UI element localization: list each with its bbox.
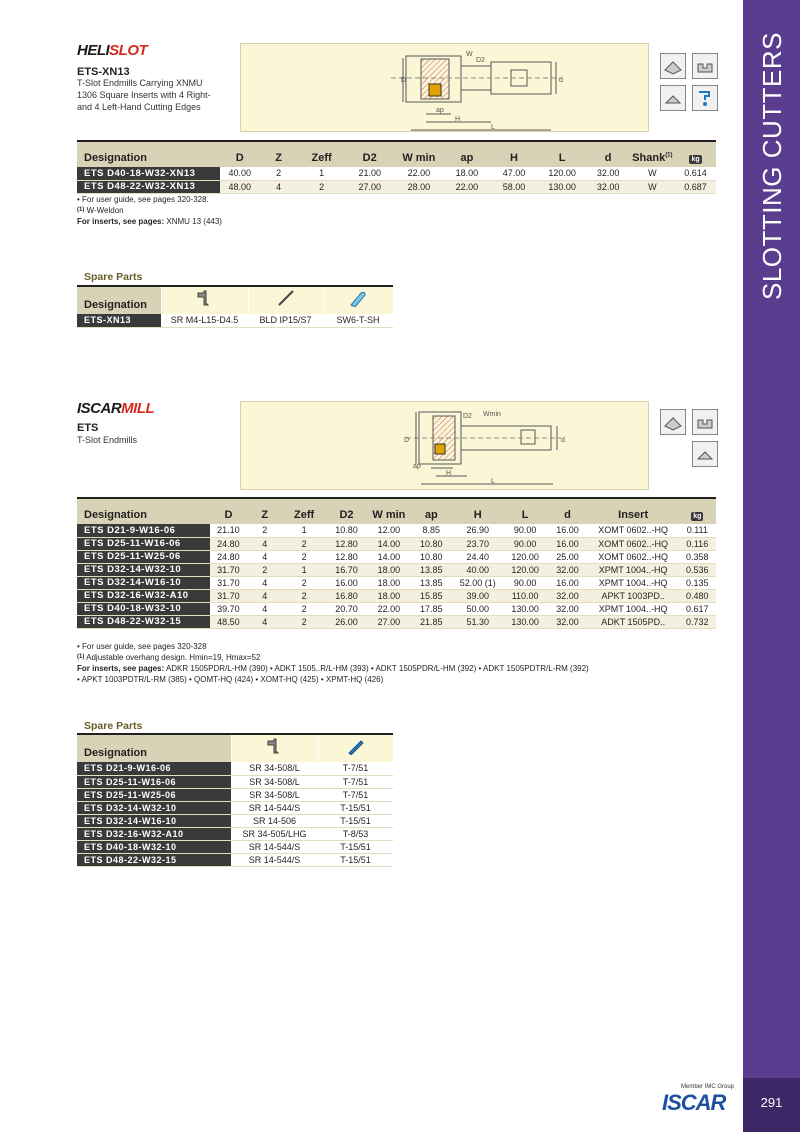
designation-cell: ETS D21-9-W16-06 (77, 762, 231, 775)
section2-application-icons (660, 409, 718, 467)
table-row (77, 537, 716, 550)
value-cell: 90.00 (503, 576, 547, 589)
section1-spec-table (77, 140, 716, 194)
value-cell: 21.85 (410, 615, 452, 628)
value-cell: T-15/51 (318, 853, 393, 866)
value-cell: 0.111 (679, 524, 716, 537)
value-cell: T-7/51 (318, 775, 393, 788)
wrench-icon (323, 286, 393, 314)
designation-cell: ETS D32-14-W16-10 (77, 814, 231, 827)
value-cell: SR M4-L15-D4.5 (161, 314, 248, 327)
value-cell: SR 34-508/L (231, 762, 318, 775)
value-cell: 120.00 (503, 550, 547, 563)
section2-tool-drawing (240, 401, 649, 490)
value-cell: 16.00 (325, 576, 367, 589)
value-cell: SR 14-506 (231, 814, 318, 827)
value-cell: 10.80 (325, 524, 367, 537)
table-row (77, 775, 393, 788)
value-cell: 1 (283, 563, 325, 576)
heliaslot-brand-logo: HELISLOT (77, 42, 148, 59)
value-cell: 47.00 (490, 167, 537, 180)
col-h: H (452, 498, 502, 524)
value-cell: 16.00 (547, 537, 587, 550)
table-row (77, 801, 393, 814)
svg-text:ap: ap (413, 463, 421, 470)
value-cell: 18.00 (443, 167, 490, 180)
col-shank: Shank$^{(1)}$ (630, 141, 675, 167)
value-cell: 90.00 (503, 537, 547, 550)
value-cell: 32.00 (587, 167, 630, 180)
value-cell: 130.00 (503, 602, 547, 615)
value-cell: 32.00 (547, 563, 587, 576)
value-cell: 18.00 (368, 563, 410, 576)
coolant-icon (692, 85, 718, 111)
value-cell: T-15/51 (318, 814, 393, 827)
value-cell: 2 (283, 550, 325, 563)
designation-cell: ETS D21-9-W16-06 (77, 524, 210, 537)
value-cell: 27.00 (345, 180, 394, 193)
value-cell: 2 (247, 524, 283, 537)
value-cell: 51.30 (452, 615, 502, 628)
value-cell: XPMT 1004..-HQ (588, 602, 679, 615)
tool-drawing-svg (241, 44, 650, 133)
value-cell: 120.00 (538, 167, 587, 180)
value-cell: 120.00 (503, 563, 547, 576)
weight-icon: kg (693, 513, 702, 520)
screw-icon (231, 734, 318, 762)
value-cell: T-7/51 (318, 788, 393, 801)
svg-text:L: L (491, 124, 495, 131)
section1-application-icons (660, 53, 718, 111)
spare-col-designation: Designation (77, 734, 231, 762)
value-cell: 12.00 (368, 524, 410, 537)
value-cell: 2 (247, 563, 283, 576)
value-cell: XPMT 1004..-HQ (588, 576, 679, 589)
col-wmin: W min (368, 498, 410, 524)
svg-text:D: D (404, 437, 410, 444)
svg-text:W: W (466, 51, 473, 58)
value-cell: 4 (247, 589, 283, 602)
user-guide-note: • For user guide, see pages 320-328 (77, 642, 207, 651)
table-row (77, 576, 716, 589)
svg-text:d: d (561, 437, 565, 444)
col-zeff: Zeff (298, 141, 345, 167)
value-cell: 32.00 (547, 615, 587, 628)
value-cell: 8.85 (410, 524, 452, 537)
table-row (77, 827, 393, 840)
designation-cell: ETS D32-16-W32-A10 (77, 589, 210, 602)
value-cell: XOMT 0602..-HQ (588, 550, 679, 563)
value-cell: SR 34-505/LHG (231, 827, 318, 840)
value-cell: 4 (259, 180, 298, 193)
value-cell: 130.00 (503, 615, 547, 628)
side-milling-icon (692, 441, 718, 467)
footnote: $^{(1)}$ Adjustable overhang design. Hmin=19, Hmax=52 (77, 653, 261, 662)
col-designation: Designation (77, 498, 210, 524)
section2-spare-table (77, 733, 393, 867)
designation-cell: ETS D40-18-W32-XN13 (77, 167, 220, 180)
value-cell: 32.00 (547, 602, 587, 615)
screw-icon (161, 286, 248, 314)
designation-cell: ETS D25-11-W16-06 (77, 537, 210, 550)
value-cell: 10.80 (410, 550, 452, 563)
value-cell: 24.40 (452, 550, 502, 563)
value-cell: 0.116 (679, 537, 716, 550)
designation-cell: ETS D25-11-W25-06 (77, 550, 210, 563)
value-cell: 4 (247, 550, 283, 563)
value-cell: 2 (283, 537, 325, 550)
value-cell: 16.80 (325, 589, 367, 602)
section2-description: T-Slot Endmills (77, 435, 138, 445)
slotting-icon (660, 409, 686, 435)
value-cell: 50.00 (452, 602, 502, 615)
iscar-logo-text: ISCAR (662, 1090, 726, 1115)
value-cell: 22.00 (368, 602, 410, 615)
value-cell: 110.00 (503, 589, 547, 602)
table-row (77, 524, 716, 537)
col-z: Z (247, 498, 283, 524)
value-cell: 22.00 (443, 180, 490, 193)
value-cell: 25.00 (547, 550, 587, 563)
value-cell: 0.358 (679, 550, 716, 563)
value-cell: 2 (283, 576, 325, 589)
table-row (77, 602, 716, 615)
value-cell: T-7/51 (318, 762, 393, 775)
designation-cell: ETS-XN13 (77, 314, 161, 327)
value-cell: 39.70 (210, 602, 246, 615)
value-cell: 18.00 (368, 576, 410, 589)
value-cell: 48.00 (220, 180, 259, 193)
value-cell: SR 14-544/S (231, 840, 318, 853)
value-cell: 21.00 (345, 167, 394, 180)
svg-text:D: D (401, 77, 407, 84)
value-cell: 17.85 (410, 602, 452, 615)
col-insert: Insert (588, 498, 679, 524)
col-small-d: d (547, 498, 587, 524)
value-cell: 13.85 (410, 576, 452, 589)
col-ap: ap (410, 498, 452, 524)
value-cell: 26.90 (452, 524, 502, 537)
value-cell: 0.480 (679, 589, 716, 602)
inserts-note: For inserts, see pages: XNMU 13 (443) (77, 217, 222, 226)
value-cell: 28.00 (394, 180, 443, 193)
value-cell: 0.135 (679, 576, 716, 589)
value-cell: 4 (247, 537, 283, 550)
col-d2: D2 (345, 141, 394, 167)
designation-cell: ETS D48-22-W32-XN13 (77, 180, 220, 193)
value-cell: 40.00 (452, 563, 502, 576)
inserts-note: For inserts, see pages: ADKR 1505PDR/L-HM (390) • ADKT 1505..R/L-HM (393) • ADKT 1505PDR/L-HM (392) • ADKT 1505PDTR/L-RM (392) (77, 664, 589, 673)
tool-drawing-svg-2 (241, 402, 650, 491)
value-cell: 12.80 (325, 537, 367, 550)
value-cell: 32.00 (587, 180, 630, 193)
table-row (77, 853, 393, 866)
table-row (77, 814, 393, 827)
value-cell: 4 (247, 576, 283, 589)
value-cell: 26.00 (325, 615, 367, 628)
value-cell: T-15/51 (318, 801, 393, 814)
value-cell: 39.00 (452, 589, 502, 602)
value-cell: SR 14-544/S (231, 801, 318, 814)
spare-col-designation: Designation (77, 286, 161, 314)
table-header-row (77, 498, 716, 524)
value-cell: 14.00 (368, 537, 410, 550)
col-small-d: d (587, 141, 630, 167)
section2-spec-table (77, 497, 716, 629)
col-wmin: W min (394, 141, 443, 167)
designation-cell: ETS D40-18-W32-10 (77, 840, 231, 853)
value-cell: 31.70 (210, 576, 246, 589)
value-cell: 1 (298, 167, 345, 180)
svg-text:H: H (455, 116, 461, 123)
value-cell: 4 (247, 602, 283, 615)
col-l: L (503, 498, 547, 524)
value-cell: 4 (247, 615, 283, 628)
value-cell: 32.00 (547, 589, 587, 602)
svg-text:L: L (491, 478, 495, 485)
value-cell: 52.00 (1) (452, 576, 502, 589)
value-cell: SR 34-508/L (231, 775, 318, 788)
iscar-footer-logo (662, 1084, 734, 1116)
value-cell: 18.00 (368, 589, 410, 602)
table-header-row (77, 141, 716, 167)
value-cell: 2 (298, 180, 345, 193)
section1-code: ETS-XN13 (77, 66, 130, 78)
svg-text:ap: ap (436, 107, 444, 114)
section1-spare-table (77, 285, 393, 328)
value-cell: 12.80 (325, 550, 367, 563)
section2-notes (77, 641, 717, 685)
designation-cell: ETS D32-14-W32-10 (77, 563, 210, 576)
section1-tool-drawing (240, 43, 649, 132)
value-cell: SR 14-544/S (231, 853, 318, 866)
user-guide-note: • For user guide, see pages 320-328. (77, 195, 209, 204)
table-row (77, 840, 393, 853)
value-cell: XOMT 0602..-HQ (588, 537, 679, 550)
svg-text:H: H (446, 470, 452, 477)
value-cell: 15.85 (410, 589, 452, 602)
value-cell: 16.00 (547, 524, 587, 537)
value-cell: 31.70 (210, 589, 246, 602)
table-row (77, 167, 716, 180)
value-cell: 0.617 (679, 602, 716, 615)
value-cell: 2 (259, 167, 298, 180)
inserts-note-2: • APKT 1003PDTR/L-RM (385) • QOMT-HQ (424) • XOMT-HQ (425) • XPMT-HQ (426) (77, 675, 384, 684)
col-designation: Designation (77, 141, 220, 167)
svg-text:Wmin: Wmin (483, 411, 501, 418)
value-cell: T-15/51 (318, 840, 393, 853)
value-cell: 14.00 (368, 550, 410, 563)
value-cell: W (630, 167, 675, 180)
value-cell: 90.00 (503, 524, 547, 537)
value-cell: ADKT 1505PD.. (588, 615, 679, 628)
section1-spare-parts-title: Spare Parts (84, 271, 143, 283)
value-cell: 27.00 (368, 615, 410, 628)
value-cell: XOMT 0602..-HQ (588, 524, 679, 537)
value-cell: 22.00 (394, 167, 443, 180)
iscarmill-brand-logo: ISCARMILL (77, 400, 155, 417)
value-cell: BLD IP15/S7 (248, 314, 323, 327)
col-z: Z (259, 141, 298, 167)
side-milling-icon (660, 85, 686, 111)
table-row (77, 788, 393, 801)
weight-icon: kg (691, 156, 700, 163)
col-h: H (490, 141, 537, 167)
svg-text:D2: D2 (463, 413, 472, 420)
value-cell: 48.50 (210, 615, 246, 628)
value-cell: 20.70 (325, 602, 367, 615)
value-cell: 1 (283, 524, 325, 537)
designation-cell: ETS D32-16-W32-A10 (77, 827, 231, 840)
value-cell: 40.00 (220, 167, 259, 180)
value-cell: 24.80 (210, 537, 246, 550)
value-cell: 130.00 (538, 180, 587, 193)
col-zeff: Zeff (283, 498, 325, 524)
value-cell: 24.80 (210, 550, 246, 563)
table-row (77, 314, 393, 327)
col-kg (679, 498, 716, 524)
value-cell: SW6-T-SH (323, 314, 393, 327)
value-cell: SR 34-508/L (231, 788, 318, 801)
designation-cell: ETS D40-18-W32-10 (77, 602, 210, 615)
designation-cell: ETS D25-11-W16-06 (77, 775, 231, 788)
designation-cell: ETS D32-14-W16-10 (77, 576, 210, 589)
table-row (77, 589, 716, 602)
value-cell: 31.70 (210, 563, 246, 576)
value-cell: 0.687 (675, 180, 716, 193)
svg-text:d: d (559, 77, 563, 84)
key-icon (248, 286, 323, 314)
svg-text:D2: D2 (476, 57, 485, 64)
designation-cell: ETS D48-22-W32-15 (77, 615, 210, 628)
value-cell: 10.80 (410, 537, 452, 550)
section2-spare-parts-title: Spare Parts (84, 720, 143, 732)
member-text: Member IMC Group (680, 1084, 734, 1090)
col-l: L (538, 141, 587, 167)
value-cell: APKT 1003PD.. (588, 589, 679, 602)
col-d2: D2 (325, 498, 367, 524)
value-cell: W (630, 180, 675, 193)
table-row (77, 615, 716, 628)
table-row (77, 180, 716, 193)
section1-description: T-Slot Endmills Carrying XNMU 1306 Square Inserts with 4 Right- and 4 Left-Hand Cutting Edges (77, 78, 211, 112)
col-d: D (220, 141, 259, 167)
col-d: D (210, 498, 246, 524)
value-cell: 16.70 (325, 563, 367, 576)
table-row (77, 762, 393, 775)
value-cell: 13.85 (410, 563, 452, 576)
section1-notes (77, 194, 717, 227)
value-cell: T-8/53 (318, 827, 393, 840)
value-cell: XPMT 1004..-HQ (588, 563, 679, 576)
value-cell: 2 (283, 615, 325, 628)
key-icon (318, 734, 393, 762)
value-cell: 2 (283, 589, 325, 602)
t-slot-icon (692, 409, 718, 435)
value-cell: 0.732 (679, 615, 716, 628)
value-cell: 2 (283, 602, 325, 615)
page-number: 291 (760, 1095, 783, 1110)
value-cell: 23.70 (452, 537, 502, 550)
footnote: $^{(1)}$ W-Weldon (77, 206, 124, 215)
value-cell: 58.00 (490, 180, 537, 193)
designation-cell: ETS D32-14-W32-10 (77, 801, 231, 814)
section2-code: ETS (77, 422, 99, 434)
slotting-icon (660, 53, 686, 79)
value-cell: 0.614 (675, 167, 716, 180)
value-cell: 21.10 (210, 524, 246, 537)
table-row (77, 550, 716, 563)
col-kg (675, 141, 716, 167)
designation-cell: ETS D25-11-W25-06 (77, 788, 231, 801)
t-slot-icon (692, 53, 718, 79)
value-cell: 16.00 (547, 576, 587, 589)
designation-cell: ETS D48-22-W32-15 (77, 853, 231, 866)
col-ap: ap (443, 141, 490, 167)
table-row (77, 563, 716, 576)
value-cell: 0.536 (679, 563, 716, 576)
